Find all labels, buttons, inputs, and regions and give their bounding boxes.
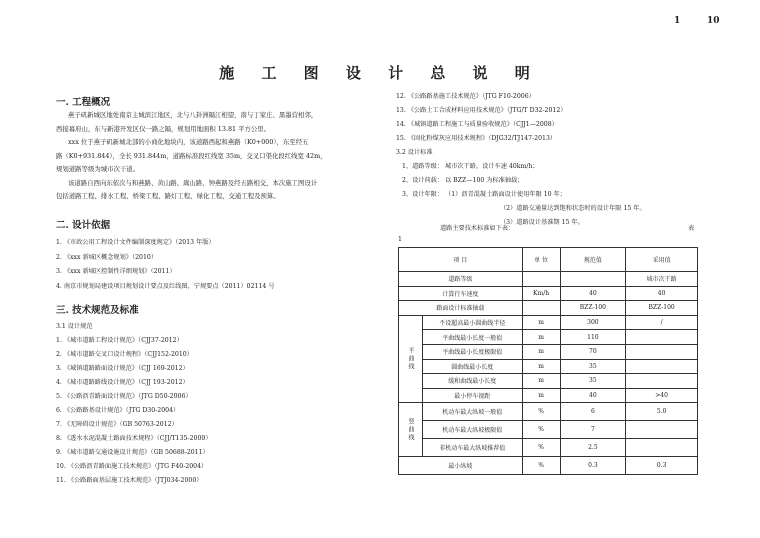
table-cell: BZZ-100: [560, 301, 626, 316]
table-cell: 5.0: [626, 403, 698, 421]
list-item: 2. 《城市道路交叉口设计规程》（CJJ152-2010）: [56, 351, 193, 358]
table-cell: 计算行车速度: [399, 286, 523, 301]
table-number: 1: [398, 236, 402, 243]
list-item: 11. 《公路路面基层施工技术规范》（JTJ034-2000）: [56, 477, 203, 484]
paragraph-line: 规划道路等级为城市次干道。: [56, 165, 140, 173]
table-cell: 非机动车最大纵坡推荐值: [422, 439, 522, 457]
list-item: 4. 《城市道路路线设计规范》（CJJ 193-2012）: [56, 379, 189, 386]
table-cell: m: [522, 388, 560, 403]
list-item: 4. 南京市规划局建设项目规划设计要点及红线图，宁规要点（2011）02114 号: [56, 282, 275, 290]
table-row: [399, 286, 698, 301]
table-cell: 300: [560, 315, 626, 330]
list-item: 9. 《城市道路交通设施设计规范》（GB 50688-2011）: [56, 449, 209, 456]
table-cell: m: [522, 330, 560, 345]
list-item: 13. 《公路土工合成材料应用技术规范》（JTG/T D32-2012）: [396, 107, 567, 114]
table-row: [399, 344, 698, 359]
table-cell: [560, 272, 626, 287]
standard-item: 2、设计荷载： 以 BZZ—100 为标准轴载；: [402, 177, 524, 184]
table-cell: [626, 359, 698, 374]
list-item: 8. 《透水水泥混凝土路面技术规程》（CJJ/T135-2009）: [56, 435, 212, 442]
table-cell: /: [626, 315, 698, 330]
table-cell: [626, 439, 698, 457]
table-row: [399, 457, 698, 475]
table-cell: 圆曲线最小长度: [422, 359, 522, 374]
standard-item: （2）道路交通量达到饱和状态时的设计年限 15 年。: [500, 205, 646, 212]
table-cell: [626, 330, 698, 345]
table-cell: 6: [560, 403, 626, 421]
page-number: 1: [674, 16, 681, 26]
total-pages: 10: [707, 16, 720, 26]
paragraph-line: 路（K0+931.844），全长 931.844m，道路标准段红线宽 35m，交叉口渠化段红线宽 42m，: [56, 151, 327, 160]
section2-heading: 二. 设计依据: [56, 220, 111, 231]
table-row: [399, 272, 698, 287]
standard-item: （3）道路设计基准期 15 年。: [500, 219, 584, 226]
list-item: 5. 《公路沥青路面设计规范》（JTG D50-2006）: [56, 393, 192, 400]
table-row: [399, 439, 698, 457]
header-cell: 单 位: [522, 248, 560, 272]
spec-list-continued: [396, 90, 646, 230]
standard-item: 1、道路等级： 城市次干路，设计车速 40km/h；: [402, 163, 539, 170]
table-cell: 35: [560, 374, 626, 389]
header-cell: 规范值: [560, 248, 626, 272]
table-cell: [626, 374, 698, 389]
table-cell: [626, 421, 698, 439]
table-cell: 不设超高最小圆曲线半径: [422, 315, 522, 330]
table-cell: %: [522, 457, 560, 475]
table-cell: 机动车最大纵坡极限值: [422, 421, 522, 439]
table-cell: 平曲线最小长度极限值: [422, 344, 522, 359]
table-cell: 40: [560, 286, 626, 301]
table-cell: m: [522, 359, 560, 374]
header-cell: 项 目: [399, 248, 523, 272]
table-cell: Km/h: [522, 286, 560, 301]
table-cell: 40: [560, 388, 626, 403]
table-cell: 7: [560, 421, 626, 439]
group-label-vertical-curve: 竖曲线: [399, 403, 423, 457]
list-item: 10. 《公路沥青路面施工技术规范》（JTG F40-2004）: [56, 463, 208, 470]
table-row: [399, 315, 698, 330]
table-caption-suffix: 表: [688, 225, 695, 232]
table-cell: 缓和曲线最小长度: [422, 374, 522, 389]
table-cell: 最小停车视距: [422, 388, 522, 403]
list-item: 14. 《城镇道路工程施工与质量验收规范》（CJJ1—2008）: [396, 121, 558, 128]
table-cell: [522, 301, 560, 316]
group-label-horizontal-curve: 平曲线: [399, 315, 423, 403]
table-cell: BZZ-100: [626, 301, 698, 316]
table-cell: 路面设计标准轴载: [399, 301, 523, 316]
table-row: [399, 374, 698, 389]
table-cell: 70: [560, 344, 626, 359]
paragraph-line: 燕子矶新城区地处南京主城滨江地区，北与八卦洲隔江相望，南与丁家庄、黑墨营相邻，: [68, 111, 318, 119]
paragraph-line: 该道路自西向东依次与和燕路、黄山路、嵩山路、钟燕路及经五路相交，本次施工图设计: [68, 178, 318, 187]
list-item: 3. 《城镇道路路面设计规范》（CJJ 169-2012）: [56, 365, 189, 372]
section3-heading: 三. 技术规范及标准: [56, 305, 139, 316]
list-item: 15. 《固化粉煤灰应用技术规程》（DJG32/TJ147-2013）: [396, 135, 557, 142]
table-cell: 0.3: [560, 457, 626, 475]
list-item: 1. 《城市道路工程设计规范》（CJJ37-2012）: [56, 337, 183, 344]
list-item: 6. 《公路路基设计规范》（JTG D30-2004）: [56, 407, 180, 414]
table-cell: 2.5: [560, 439, 626, 457]
table-row: [399, 359, 698, 374]
paragraph-line: xxx 位于燕子矶新城北部的小商化地块内，该道路西起和燕路（K0+000），东至经五: [68, 138, 309, 146]
table-cell: [522, 272, 560, 287]
standard-item: 3、设计年限： （1）沥青混凝土路面设计使用年限 10 年；: [402, 191, 566, 198]
list-item: 2. 《xxx 新城区概念规划》（2010）: [56, 253, 158, 261]
list-item: 12. 《公路路基施工技术规范》（JTG F10-2006）: [396, 93, 535, 100]
table-cell: %: [522, 439, 560, 457]
table-cell: 城市次干路: [626, 272, 698, 287]
table-cell: >40: [626, 388, 698, 403]
table-row: [399, 388, 698, 403]
table-cell: m: [522, 315, 560, 330]
page-title: 施 工 图 设 计 总 说 明: [219, 64, 541, 82]
table-cell: [626, 344, 698, 359]
technical-standards-table: [398, 247, 698, 475]
table-caption: 道路主要技术标准如下表：: [440, 225, 515, 232]
section1-heading: 一. 工程概况: [56, 97, 111, 108]
table-row: [399, 421, 698, 439]
table-cell: %: [522, 421, 560, 439]
table-cell: %: [522, 403, 560, 421]
table-cell: 最小纵坡: [399, 457, 523, 475]
project-overview: [56, 109, 327, 204]
table-cell: 40: [626, 286, 698, 301]
table-row: [399, 330, 698, 345]
header-cell: 采用值: [626, 248, 698, 272]
table-cell: 道路等级: [399, 272, 523, 287]
table-cell: m: [522, 374, 560, 389]
subsection-title: 3.1 设计规范: [56, 323, 93, 330]
subsection-title: 3.2 设计标准: [396, 149, 433, 156]
table-cell: m: [522, 344, 560, 359]
design-basis-list: [56, 236, 275, 294]
table-row: [399, 301, 698, 316]
table-cell: 平曲线最小长度一般值: [422, 330, 522, 345]
table-header-row: [399, 248, 698, 272]
table-cell: 110: [560, 330, 626, 345]
paragraph-line: 西接幕府山，东与新港开发区仅一路之隔，规划用地面积 13.81 平方公里。: [56, 124, 271, 133]
list-item: 3. 《xxx 新城区控制性详细规划》（2011）: [56, 268, 176, 275]
table-row: [399, 403, 698, 421]
table-cell: 35: [560, 359, 626, 374]
list-item: 1. 《市政公用工程设计文件编制深度规定》（2013 年版）: [56, 239, 215, 246]
list-item: 7. 《无障碍设计规范》（GB 50763-2012）: [56, 421, 178, 428]
table-cell: 机动车最大纵坡一般值: [422, 403, 522, 421]
paragraph-line: 包括道路工程、排水工程、桥梁工程、路灯工程、绿化工程、交通工程及预算。: [56, 192, 280, 200]
spec-list: [56, 334, 212, 488]
table-cell: 0.3: [626, 457, 698, 475]
